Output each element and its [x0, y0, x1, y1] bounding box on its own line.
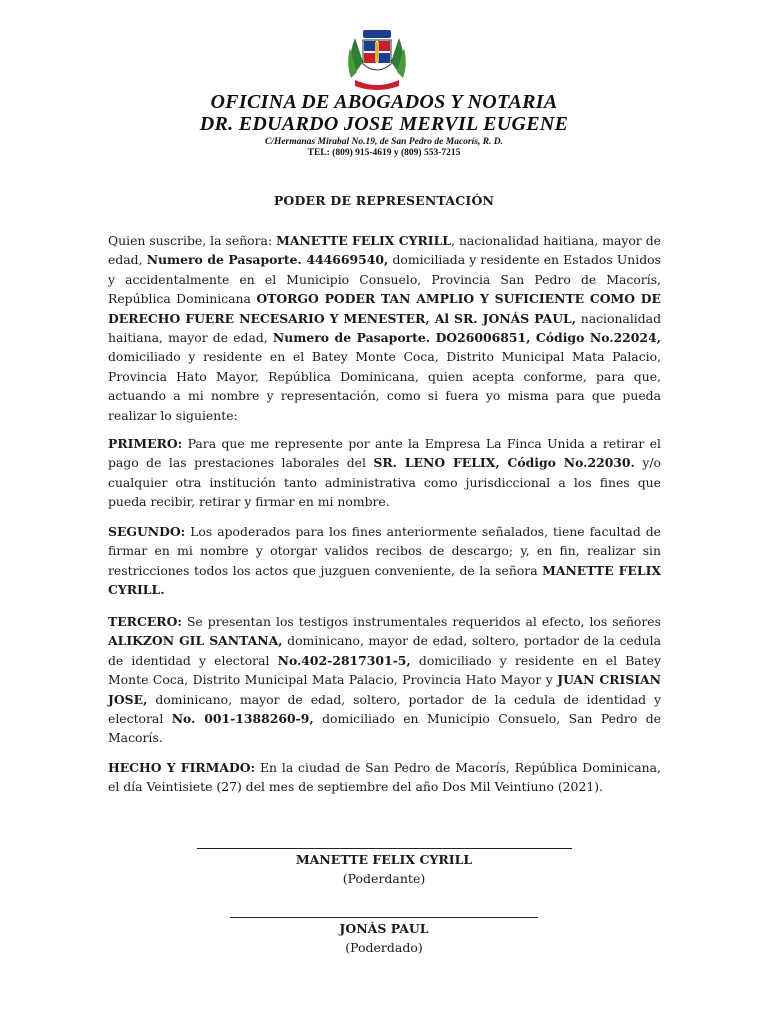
- agent-name: JONÁS PAUL: [339, 921, 429, 936]
- clause-segundo: SEGUNDO: Los apoderados para los fines anteriormente señalados, tiene facultad de firmar en mi nombre y otorgar validos recibos de descargo; y, en fin, realizar sin restricciones todos los actos que juzguen conveniente, de la señora MANETTE FELIX CYRILL.: [108, 524, 661, 598]
- intro-paragraph: Quien suscribe, la señora: MANETTE FELIX CYRILL, nacionalidad haitiana, mayor de edad, Numero de Pasaporte. 444669540, domiciliada y residente en Estados Unidos y accidentalmente en el Municipio Consuelo, Provincia San Pedro de Macorís, República Dominicana OTORGO PODER TAN AMPLIO Y SUFICIENTE COMO DE DERECHO FUERE NECESARIO Y MENESTER, Al SR. JONÁS PAUL, nacionalidad haitiana, mayor de edad, Numero de Pasaporte. DO26006851, Código No.22024, domiciliado y residente en el Batey Monte Coca, Distrito Municipal Mata Palacio, Provincia Hato Mayor, República Dominicana, quien acepta conforme, para que, actuando a mi nombre y representación, como si fuera yo misma para que pueda realizar lo siguiente:: [108, 233, 661, 423]
- grantor-signature-line: [197, 848, 572, 849]
- office-address: C/Hermanas Mirabal No.19, de San Pedro de Macorís, R. D.: [264, 137, 504, 147]
- lawyer-name: DR. EDUARDO JOSE MERVIL EUGENE: [199, 113, 569, 135]
- office-phone: TEL: (809) 915-4619 y (809) 553-7215: [307, 148, 461, 158]
- clause-tercero: TERCERO: Se presentan los testigos instrumentales requeridos al efecto, los señores ALIKZON GIL SANTANA, dominicano, mayor de edad, soltero, portador de la cedula de identidad y electoral No.402-2817301-5, domiciliado y residente en el Batey Monte Coca, Distrito Municipal Mata Palacio, Provincia Hato Mayor y JUAN CRISIAN JOSE, dominicano, mayor de edad, soltero, portador de la cedula de identidad y electoral No. 001-1388260-9, domiciliado en Municipio Consuelo, San Pedro de Macorís.: [108, 614, 662, 746]
- agent-signature-line: [230, 917, 538, 918]
- clause-hecho-y-firmado: HECHO Y FIRMADO: En la ciudad de San Pedro de Macorís, República Dominicana, el día Veintisiete (27) del mes de septiembre del año Dos Mil Veintiuno (2021).: [108, 760, 661, 795]
- grantor-name: MANETTE FELIX CYRILL: [295, 852, 473, 867]
- clause-primero: PRIMERO: Para que me represente por ante la Empresa La Finca Unida a retirar el pago de las prestaciones laborales del SR. LENO FELIX, Código No.22030. y/o cualquier otra institución tanto administrativa como jurisdiccional a los fines que pueda recibir, retirar y firmar en mi nombre.: [108, 436, 661, 510]
- agent-role: (Poderdado): [345, 940, 423, 955]
- grantor-role: (Poderdante): [342, 871, 426, 886]
- document-title: PODER DE REPRESENTACIÓN: [273, 193, 495, 208]
- office-name: OFICINA DE ABOGADOS Y NOTARIA: [210, 91, 558, 113]
- coat-of-arms-icon: [343, 28, 411, 94]
